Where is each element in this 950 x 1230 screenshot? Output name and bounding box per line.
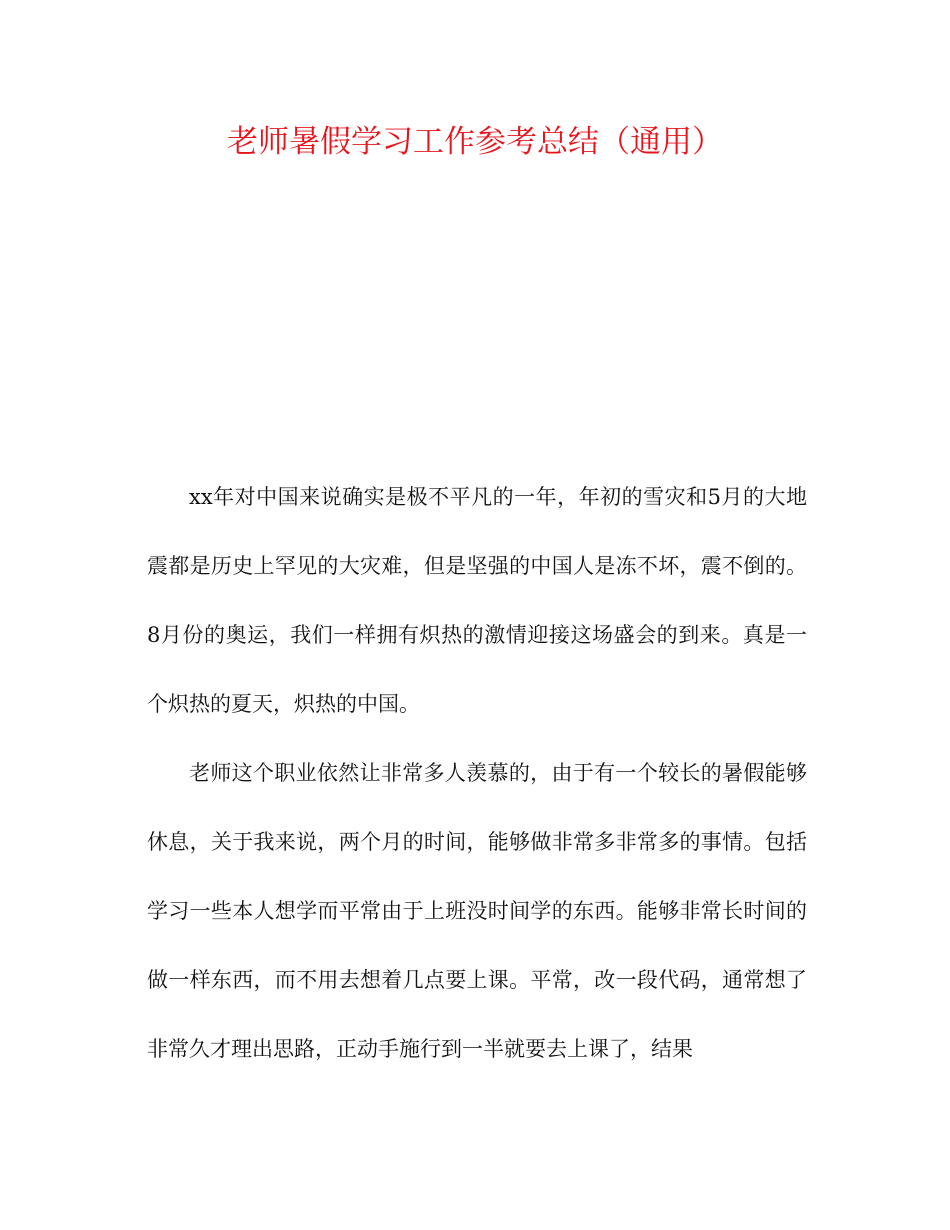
document-title: 老师暑假学习工作参考总结（通用） [227,124,723,160]
paragraph: xx年对中国来说确实是极不平凡的一年，年初的雪灾和5月的大地震都是历史上罕见的大灾难，但是坚强的中国人是冻不坏，震不倒的。8月份的奥运，我们一样拥有炽热的激情迎接这场盛会的到来。真是一个炽热的夏天，炽热的中国。 [147,485,807,716]
document-body [147,463,807,1084]
paragraph: 老师这个职业依然让非常多人羡慕的，由于有一个较长的暑假能够休息，关于我来说，两个月的时间，能够做非常多非常多的事情。包括学习一些本人想学而平常由于上班没时间学的东西。能够非常长时间的做一样东西，而不用去想着几点要上课。平常，改一段代码，通常想了非常久才理出思路，正动手施行到一半就要去上课了，结果 [147,761,807,1061]
